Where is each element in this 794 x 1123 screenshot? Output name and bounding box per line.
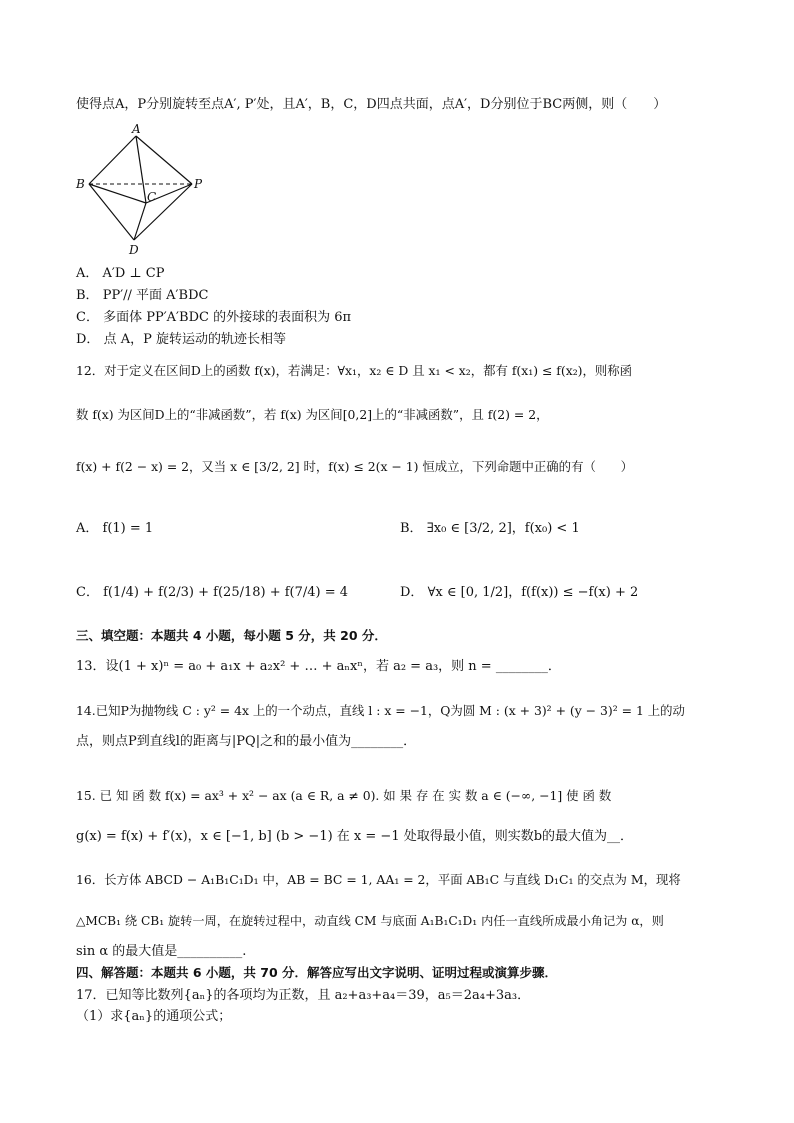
option-label: A．: [76, 521, 99, 536]
section-3-heading: 三、填空题：本题共 4 小题，每小题 5 分，共 20 分．: [76, 628, 387, 643]
q11-option-b: [76, 287, 208, 305]
option-label: A．: [76, 266, 99, 281]
q14-line-2: 点，则点P到直线l的距离与|PQ|之和的最小值为________．: [76, 734, 417, 749]
q16-line-2: △MCB₁ 绕 CB₁ 旋转一周，在旋转过程中，动直线 CM 与底面 A₁B₁C₁D₁ 内任一直线所成最小角记为 α，则: [76, 914, 664, 928]
q11-option-d: [76, 331, 286, 349]
tetrahedron-figure: [74, 122, 214, 257]
option-text: f(1/4) + f(2/3) + f(25/18) + f(7/4) = 4: [103, 585, 349, 600]
option-text: PP′// 平面 A′BDC: [102, 288, 209, 303]
q11-option-c: [76, 309, 351, 327]
option-label: C．: [76, 310, 99, 325]
q12-line-2: 数 f(x) 为区间D上的“非减函数”，若 f(x) 为区间[0,2]上的“非减函数”，且 f(2) = 2，: [76, 407, 549, 422]
q15-line-1: 15. 已 知 函 数 f(x) = ax³ + x² − ax (a ∈ R, a ≠ 0). 如 果 存 在 实 数 a ∈ (−∞, −1] 使 函 数: [76, 788, 612, 803]
vertex-label-c: C: [147, 190, 157, 204]
q14-line-1: 14.已知P为抛物线 C : y² = 4x 上的一个动点，直线 l : x = −1，Q为圆 M : (x + 3)² + (y − 3)² = 1 上的动: [76, 703, 685, 718]
option-text: f(1) = 1: [102, 521, 154, 536]
q16-line-1: 16．长方体 ABCD − A₁B₁C₁D₁ 中，AB = BC = 1, AA₁ = 2，平面 AB₁C 与直线 D₁C₁ 的交点为 M，现将: [76, 872, 681, 887]
option-text: ∀x ∈ [0, 1/2]，f(f(x)) ≤ −f(x) + 2: [427, 585, 639, 600]
tetrahedron-diagram: [74, 122, 214, 257]
q12-line-3: f(x) + f(2 − x) = 2，又当 x ∈ [3/2, 2] 时，f(x) ≤ 2(x − 1) 恒成立，下列命题中正确的有（ ）: [76, 459, 634, 474]
option-text: ∃x₀ ∈ [3/2, 2]，f(x₀) < 1: [426, 521, 580, 536]
q12-option-d: [400, 584, 638, 602]
option-label: D．: [76, 332, 100, 347]
q11-option-a: [76, 265, 164, 283]
section-4-heading: 四、解答题：本题共 6 小题，共 70 分．解答应写出文字说明、证明过程或演算步骤．: [76, 965, 558, 980]
q12-option-b: [400, 520, 580, 538]
q16-line-3: sin α 的最大值是__________.: [76, 944, 247, 959]
q15-line-2: g(x) = f(x) + f′(x)，x ∈ [−1, b] (b > −1) 在 x = −1 处取得最小值，则实数b的最大值为__．: [76, 829, 634, 844]
option-label: B．: [400, 521, 423, 536]
option-text: 多面体 PP′A′BDC 的外接球的表面积为 6π: [103, 310, 352, 325]
option-text: A′D ⊥ CP: [102, 266, 165, 281]
vertex-label-a: A: [132, 122, 141, 136]
option-label: B．: [76, 288, 99, 303]
vertex-label-d: D: [129, 243, 139, 257]
q12-option-c: [76, 584, 348, 602]
option-label: C．: [76, 585, 99, 600]
q17-line-2: （1）求{aₙ}的通项公式；: [76, 1009, 232, 1024]
vertex-label-b: B: [76, 177, 85, 191]
q13-text: 13．设(1 + x)ⁿ = a₀ + a₁x + a₂x² + … + aₙxⁿ，若 a₂ = a₃，则 n = ________．: [76, 659, 561, 674]
q17-line-1: 17．已知等比数列{aₙ}的各项均为正数，且 a₂+a₃+a₄＝39，a₅＝2a₄+3a₃．: [76, 988, 531, 1003]
q11-stem-continuation: 使得点A，P分别旋转至点A′, P′处，且A′，B，C，D四点共面，点A′，D分别位于BC两侧，则（ ）: [76, 97, 667, 112]
q12-option-a: [76, 520, 153, 538]
option-label: D．: [400, 585, 424, 600]
vertex-label-p: P: [194, 177, 203, 191]
option-text: 点 A，P 旋转运动的轨迹长相等: [103, 332, 286, 347]
q12-line-1: 12．对于定义在区间D上的函数 f(x)，若满足：∀x₁，x₂ ∈ D 且 x₁ < x₂，都有 f(x₁) ≤ f(x₂)，则称函: [76, 363, 633, 378]
